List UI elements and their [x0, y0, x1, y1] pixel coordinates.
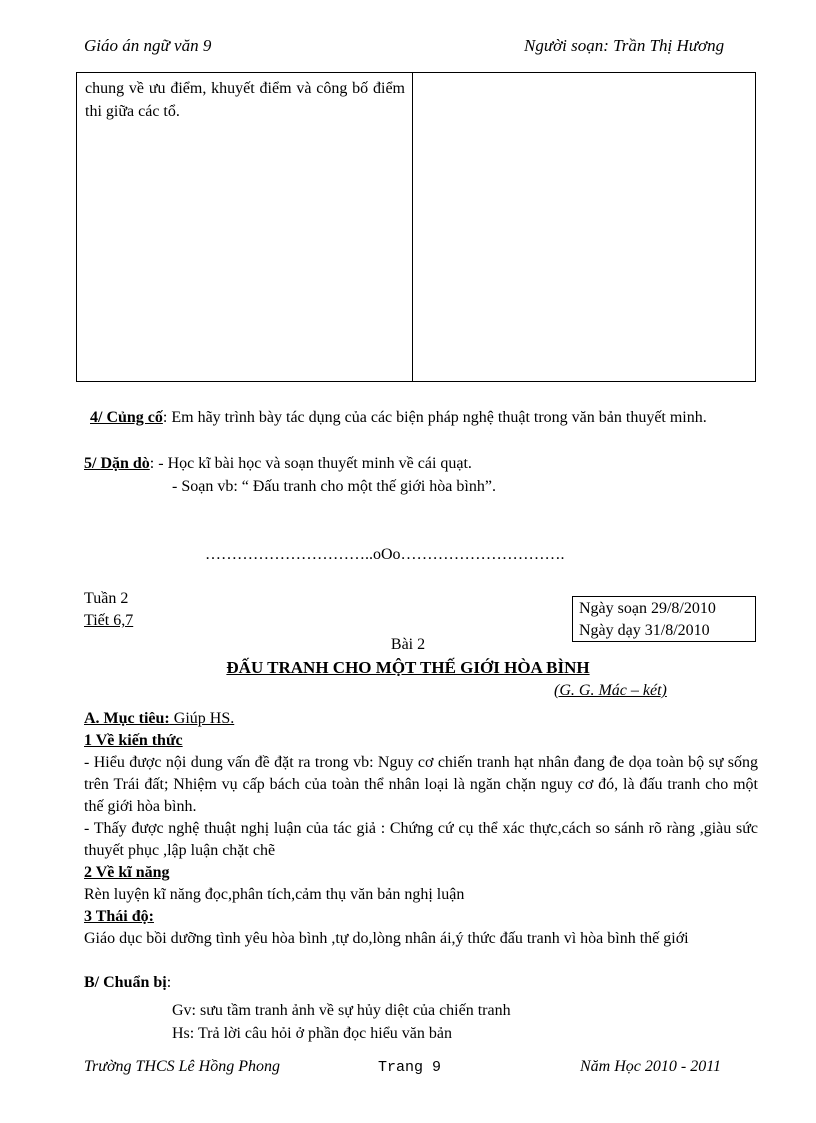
prepared-date: Ngày soạn 29/8/2010 — [579, 600, 716, 617]
student-preparation: Hs: Trả lời câu hỏi ở phần đọc hiểu văn bản — [172, 1025, 452, 1042]
knowledge-point-2: - Thấy được nghệ thuật nghị luận của tác giả : Chứng cứ cụ thể xác thực,cách so sánh rõ ràng ,giàu sức thuyết phục ,lập luận chặt chẽ — [84, 820, 758, 859]
attitude-heading: 3 Thái độ: — [84, 908, 154, 925]
skills-text: Rèn luyện kĩ năng đọc,phân tích,cảm thụ văn bản nghị luận — [84, 886, 465, 903]
footer-school: Trường THCS Lê Hồng Phong — [84, 1058, 280, 1075]
objectives-heading-rest: Giúp HS. — [169, 710, 235, 727]
lesson-title: ĐẤU TRANH CHO MỘT THẾ GIỚI HÒA BÌNH — [226, 658, 590, 677]
section-separator: …………………………..oOo…………………………. — [205, 546, 565, 563]
homework-label: 5/ Dặn dò — [84, 455, 150, 472]
header-subject: Giáo án ngữ văn 9 — [84, 36, 212, 55]
footer-school-year: Năm Học 2010 - 2011 — [580, 1058, 722, 1075]
table-left-cell: chung về ưu điểm, khuyết điểm và công bố điểm thi giữa các tổ. — [85, 80, 405, 120]
table-column-divider — [412, 73, 413, 381]
attitude-text: Giáo dục bồi dưỡng tình yêu hòa bình ,tự do,lòng nhân ái,ý thức đấu tranh vì hòa bình thế giới — [84, 930, 689, 947]
week-label: Tuần 2 — [84, 590, 129, 607]
knowledge-point-1: - Hiểu được nội dung vấn đề đặt ra trong vb: Nguy cơ chiến tranh hạt nhân đang đe dọa toàn bộ sự sống trên Trái đất; Nhiệm vụ cấp bách của toàn thể nhân loại là ngăn chặn nguy cơ đó, là đấu tranh cho một thế giới hòa bình. — [84, 754, 758, 815]
preparation-heading: B/ Chuẩn bị — [84, 974, 167, 991]
homework-line-2: - Soạn vb: “ Đấu tranh cho một thế giới hòa bình”. — [172, 478, 496, 495]
homework-item-1: : - Học kĩ bài học và soạn thuyết minh về cái quạt. — [149, 455, 472, 472]
objectives-heading-line — [84, 708, 758, 730]
preparation-heading-line — [84, 972, 758, 994]
footer-page-number: Trang 9 — [378, 1059, 442, 1076]
teacher-preparation: Gv: sưu tầm tranh ảnh về sự hủy diệt của chiến tranh — [172, 1002, 511, 1019]
consolidate-section — [84, 407, 758, 429]
skills-heading: 2 Về kĩ năng — [84, 864, 170, 881]
period-label: Tiết 6,7 — [84, 612, 134, 629]
lesson-author: (G. G. Mác – két) — [554, 682, 667, 699]
homework-line-1 — [84, 453, 758, 475]
consolidate-text: : Em hãy trình bày tác dụng của các biện pháp nghệ thuật trong văn bản thuyết minh. — [162, 409, 707, 426]
preparation-heading-rest: : — [166, 974, 172, 991]
consolidate-label: 4/ Củng cố — [90, 409, 163, 426]
objectives-heading: A. Mục tiêu: — [84, 710, 170, 727]
activity-table — [76, 72, 756, 382]
taught-date: Ngày dạy 31/8/2010 — [579, 622, 710, 639]
lesson-number: Bài 2 — [390, 636, 426, 653]
knowledge-heading: 1 Về kiến thức — [84, 732, 183, 749]
header-author: Người soạn: Trần Thị Hương — [524, 36, 725, 55]
